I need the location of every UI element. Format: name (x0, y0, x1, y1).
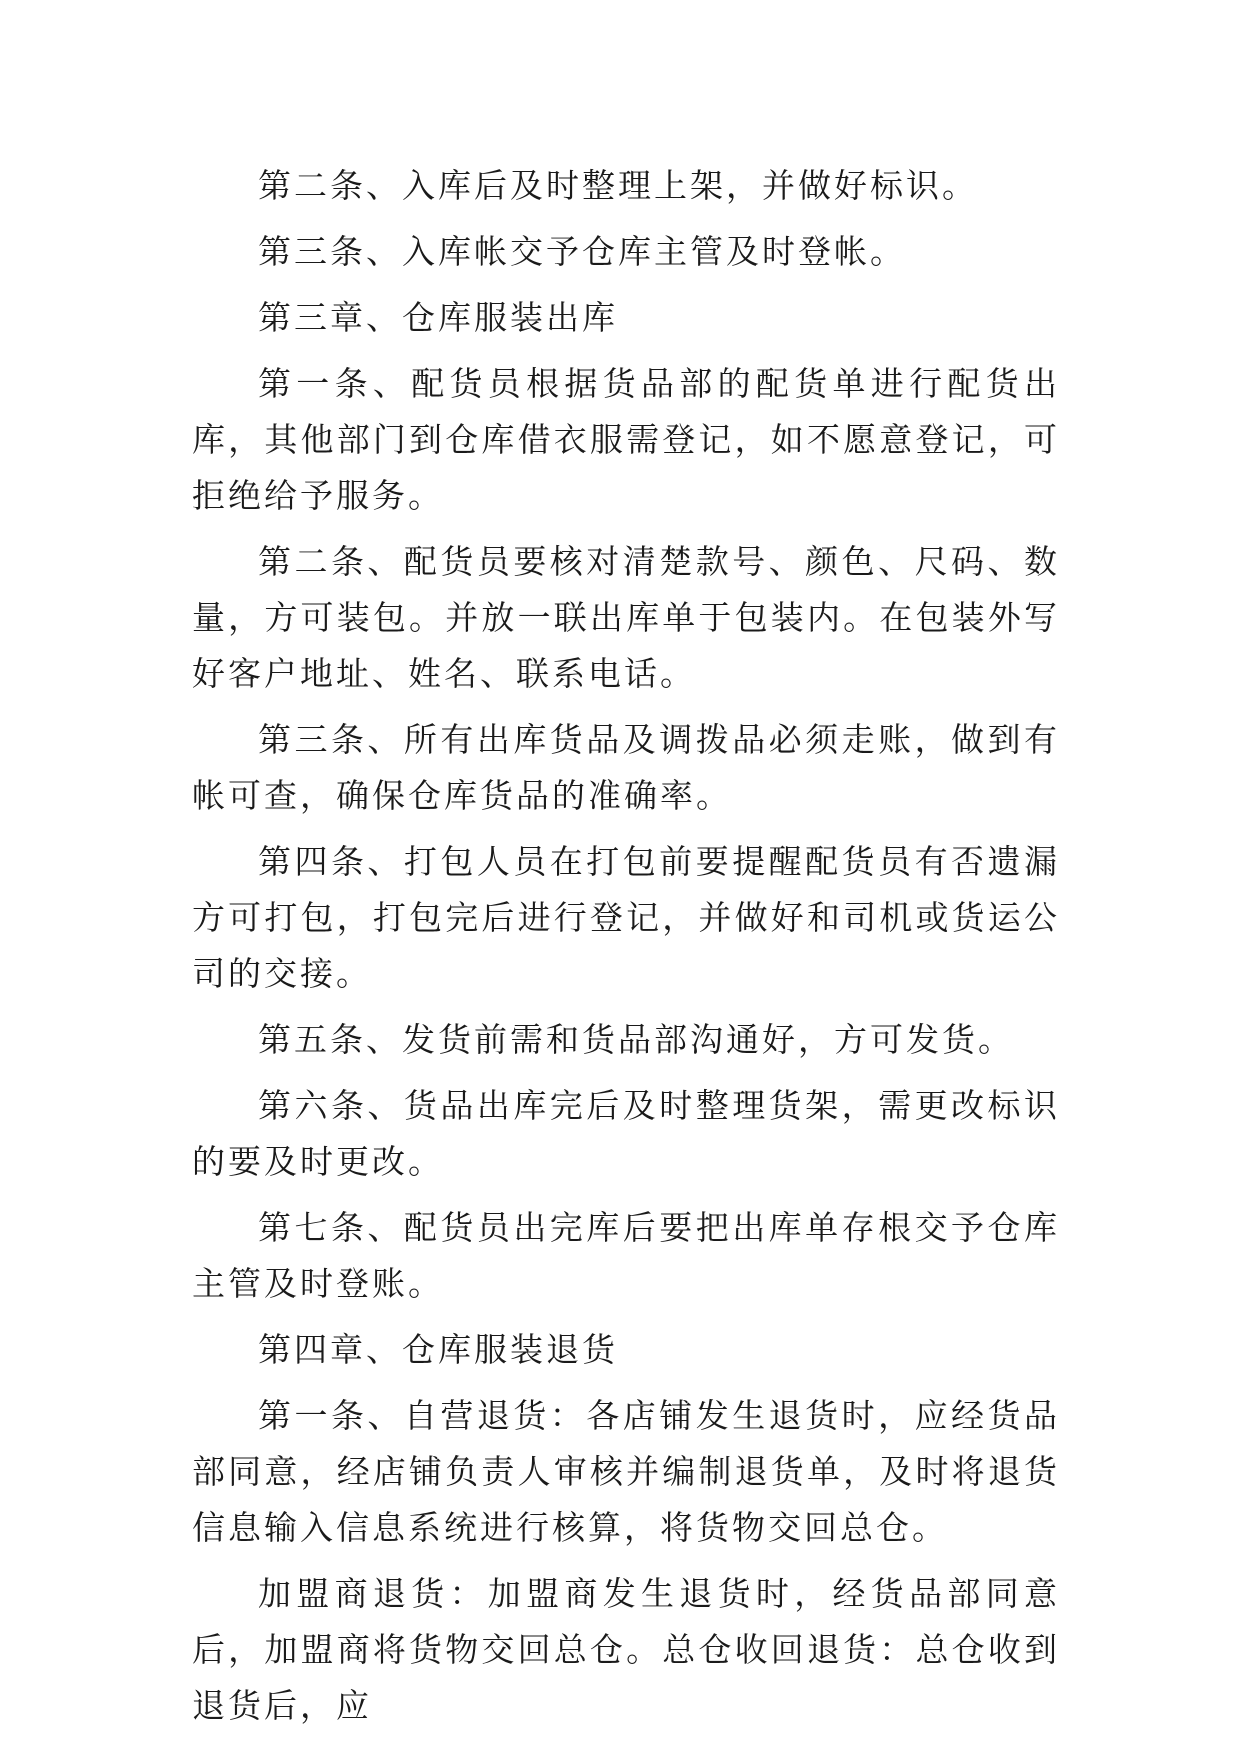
document-body (192, 158, 1060, 1744)
article-paragraph: 第一条、配货员根据货品部的配货单进行配货出库，其他部门到仓库借衣服需登记，如不愿意登记，可拒绝给予服务。 (192, 364, 1060, 515)
article-paragraph: 第四条、打包人员在打包前要提醒配货员有否遗漏方可打包，打包完后进行登记，并做好和司机或货运公司的交接。 (192, 842, 1060, 993)
article-paragraph: 第二条、配货员要核对清楚款号、颜色、尺码、数量，方可装包。并放一联出库单于包装内。在包装外写好客户地址、姓名、联系电话。 (192, 542, 1060, 693)
article-paragraph: 第七条、配货员出完库后要把出库单存根交予仓库主管及时登账。 (192, 1208, 1060, 1303)
article-paragraph: 加盟商退货：加盟商发生退货时，经货品部同意后，加盟商将货物交回总仓。总仓收回退货：总仓收到退货后，应 (192, 1574, 1060, 1725)
article-paragraph: 第五条、发货前需和货品部沟通好，方可发货。 (258, 1020, 1014, 1059)
article-paragraph: 第一条、自营退货：各店铺发生退货时，应经货品部同意，经店铺负责人审核并编制退货单，及时将退货信息输入信息系统进行核算，将货物交回总仓。 (192, 1396, 1060, 1547)
article-paragraph: 第三条、入库帐交予仓库主管及时登帐。 (258, 232, 906, 271)
article-paragraph: 第三条、所有出库货品及调拨品必须走账，做到有帐可查，确保仓库货品的准确率。 (192, 720, 1060, 815)
chapter-heading: 第三章、仓库服装出库 (258, 298, 618, 337)
chapter-heading: 第四章、仓库服装退货 (258, 1330, 618, 1369)
article-paragraph: 第二条、入库后及时整理上架，并做好标识。 (258, 166, 978, 205)
article-paragraph: 第六条、货品出库完后及时整理货架，需更改标识的要及时更改。 (192, 1086, 1060, 1181)
